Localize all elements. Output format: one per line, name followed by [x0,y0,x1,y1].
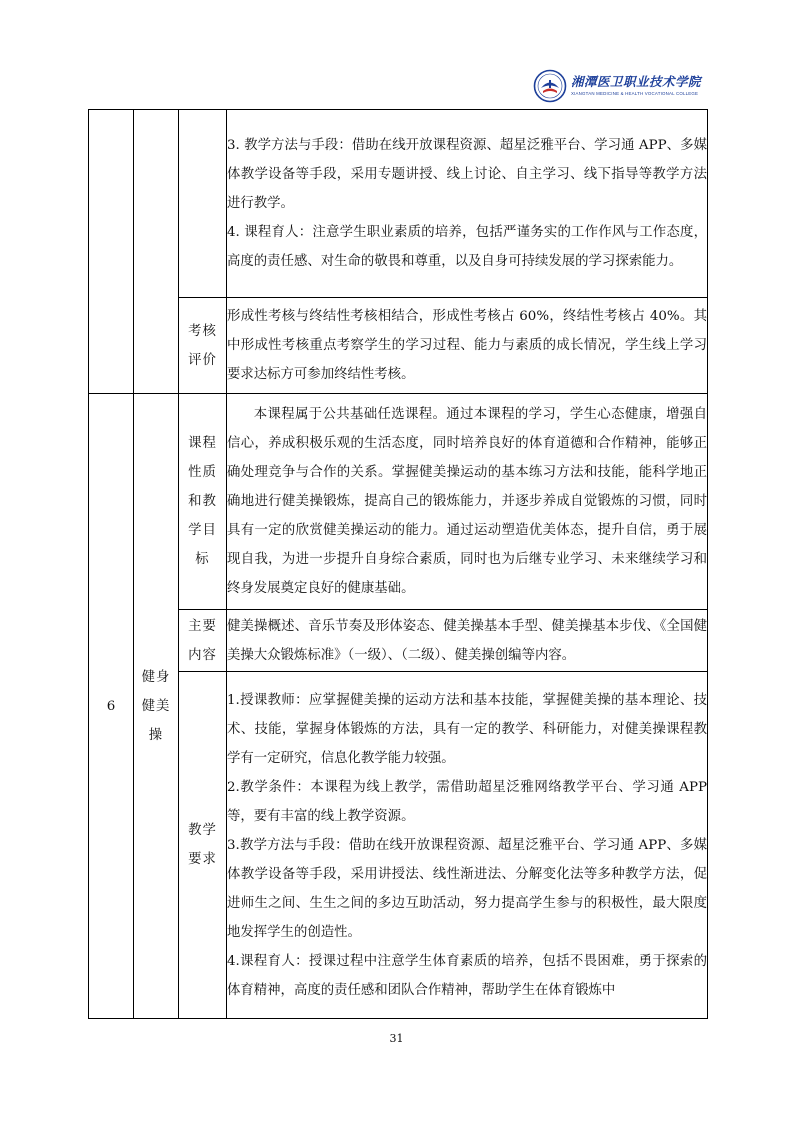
nature-label: 课程性质和教学目标 [179,394,227,610]
assessment-label: 考核 评价 [179,298,227,394]
table-row [89,672,708,1019]
school-emblem-icon [533,69,567,103]
course-table [88,109,708,1019]
table-row [89,110,708,298]
requirement-item: 4.课程育人：授课过程中注意学生体育素质的培养，包括不畏困难，勇于探索的体育精神，高度的责任感和团队合作精神，帮助学生在体育锻炼中 [227,953,707,998]
requirement-item: 4. 课程育人：注意学生职业素质的培养，包括严谨务实的工作作风与工作态度，高度的责任感、对生命的敬畏和尊重，以及自身可持续发展的学习探索能力。 [227,225,707,269]
requirement-item: 1.授课教师：应掌握健美操的运动方法和基本技能，掌握健美操的基本理论、技术、技能，掌握身体锻炼的方法，具有一定的教学、科研能力，对健美操课程教学有一定研究，信息化教学能力较强。 [227,692,707,766]
requirements-cell [227,672,708,1019]
course-name-cell-prev [134,110,179,394]
seq-cell: 6 [89,394,134,1019]
requirement-item: 3.教学方法与手段：借助在线开放课程资源、超星泛雅平台、学习通 APP、多媒体教学设备等手段，采用讲授法、线性渐进法、分解变化法等多种教学方法，促进师生之间、生生之间的多边互助活动，努力提高学生参与的积极性，最大限度地发挥学生的创造性。 [227,837,707,940]
school-name-cn: 湘潭医卫职业技术学院 [571,74,702,90]
assessment-text: 形成性考核与终结性考核相结合，形成性考核占 60%，终结性考核占 40%。其中形成性考核重点考察学生的学习过程、能力与素质的成长情况，学生线上学习要求达标方可参加终结性考核。 [227,298,708,394]
nature-text: 本课程属于公共基础任选课程。通过本课程的学习，学生心态健康，增强自信心，养成积极乐观的生活态度，同时培养良好的体育道德和合作精神，能够正确处理竞争与合作的关系。掌握健美操运动的基本练习方法和技能，能科学地正确地进行健美操锻炼，提高自己的锻炼能力，并逐步养成自觉锻炼的习惯，同时具有一定的欣赏健美操运动的能力。通过运动塑造优美体态，提升自信，勇于展现自我，为进一步提升自身综合素质，同时也为后继专业学习、未来继续学习和终身发展奠定良好的健康基础。 [227,394,708,610]
requirement-item: 3. 教学方法与手段：借助在线开放课程资源、超星泛雅平台、学习通 APP、多媒体教学设备等手段，采用专题讲授、线上讨论、自主学习、线下指导等教学方法进行教学。 [227,138,707,211]
table-row [89,394,708,610]
requirement-item: 2.教学条件：本课程为线上教学，需借助超星泛雅网络教学平台、学习通 APP 等，要有丰富的线上教学资源。 [227,779,707,824]
content-text: 健美操概述、音乐节奏及形体姿态、健美操基本手型、健美操基本步伐、《全国健美操大众锻炼标准》（一级）、（二级）、健美操创编等内容。 [227,610,708,672]
requirements-label: 教学要求 [179,672,227,1019]
table-row [89,298,708,394]
content-label: 主要内容 [179,610,227,672]
label-cell-empty [179,110,227,298]
seq-cell-prev [89,110,134,394]
page-number: 31 [389,1032,404,1045]
teaching-requirements-cont-cell [227,110,708,298]
school-name-en: XIANGTAN MEDICINE & HEALTH VOCATIONAL COLLEGE [571,90,699,96]
school-logo [533,68,713,104]
course-name-cell: 健身健美操 [134,394,179,1019]
table-row [89,610,708,672]
